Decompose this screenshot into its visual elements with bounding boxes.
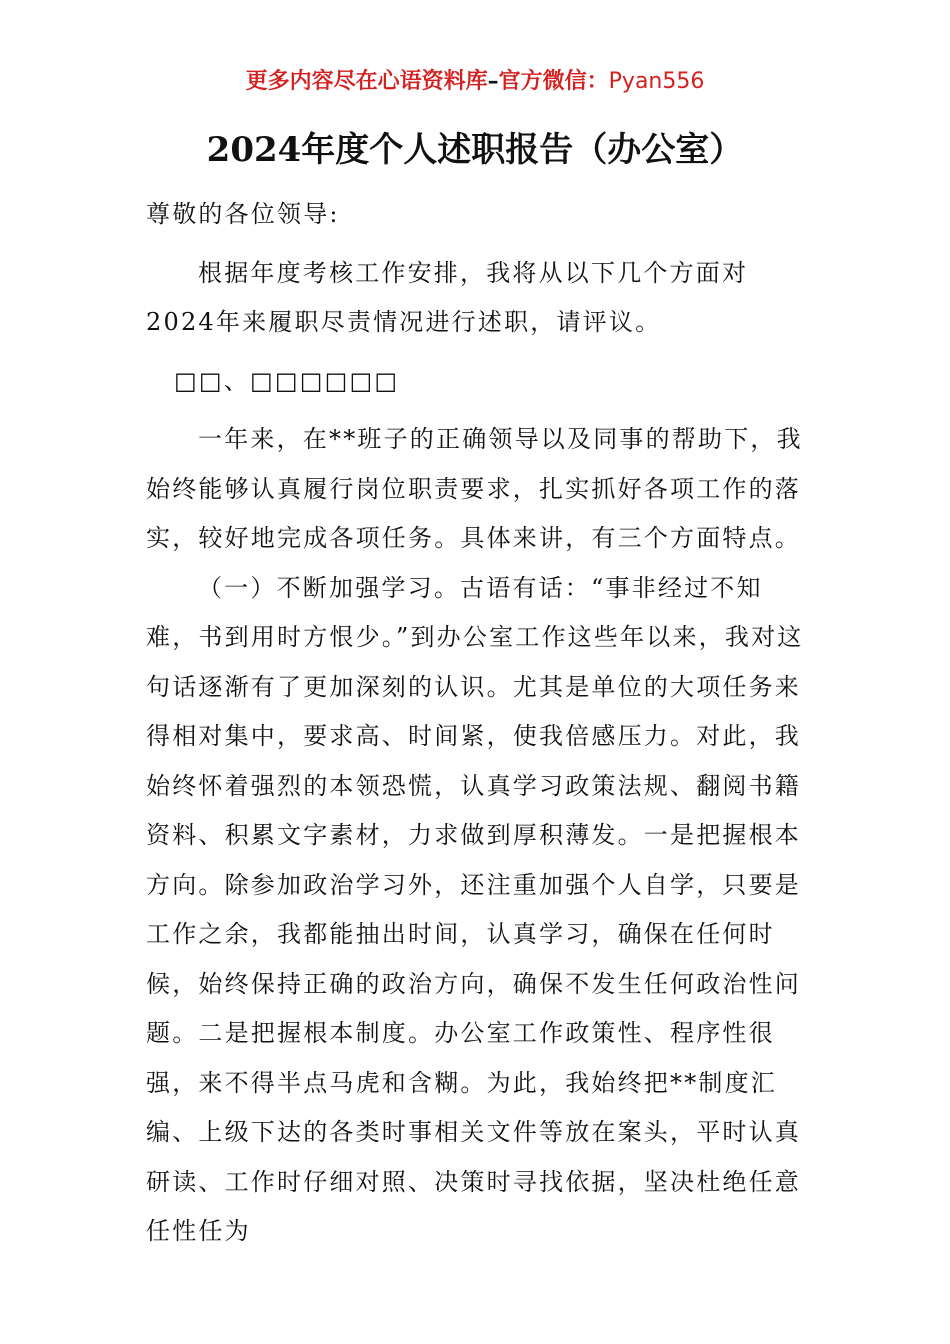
banner-separator: –	[487, 68, 499, 94]
banner-library-text: 更多内容尽在心语资料库	[245, 68, 488, 94]
promo-banner	[0, 64, 950, 99]
section-heading: □□、□□□□□□	[174, 366, 400, 395]
banner-wechat-label: 官方微信：	[498, 68, 609, 94]
salutation: 尊敬的各位领导:	[146, 200, 340, 228]
document-body	[146, 190, 808, 1257]
paragraph-learning-body: 。古语有话：“事非经过不知难，书到用时方恨少。”到办公室工作这些年以来，我对这句话逐渐有了更加深刻的认识。尤其是单位的大项任务来得相对集中，要求高、时间紧，使我倍感压力。对此，我始终怀着强烈的本领恐慌，认真学习政策法规、翻阅书籍资料、积累文字素材，力求做到厚积薄发。一是把握根本方向。除参加政治学习外，还注重加强个人自学，只要是工作之余，我都能抽出时间，认真学习，确保在任何时候，始终保持正确的政治方向，确保不发生任何政治性问题。二是把握根本制度。办公室工作政策性、程序性很强，来不得半点马虎和含糊。为此，我始终把**制度汇编、上级下达的各类时事相关文件等放在案头，平时认真研读、工作时仔细对照、决策时寻找依据，坚决杜绝任意任性任为	[146, 573, 804, 1245]
paragraph-learning	[146, 564, 808, 1257]
paragraph-overview: 一年来，在**班子的正确领导以及同事的帮助下，我始终能够认真履行岗位职责要求，扎实抓好各项工作的落实，较好地完成各项任务。具体来讲，有三个方面特点。	[146, 425, 803, 552]
intro-paragraph: 根据年度考核工作安排，我将从以下几个方面对2024年来履职尽责情况进行述职，请评议。	[146, 258, 749, 336]
banner-wechat-id: Pyan556	[608, 69, 705, 94]
sub-heading-learning: （一）不断加强学习	[198, 573, 434, 602]
document-title: 2024年度个人述职报告（办公室）	[206, 130, 744, 170]
